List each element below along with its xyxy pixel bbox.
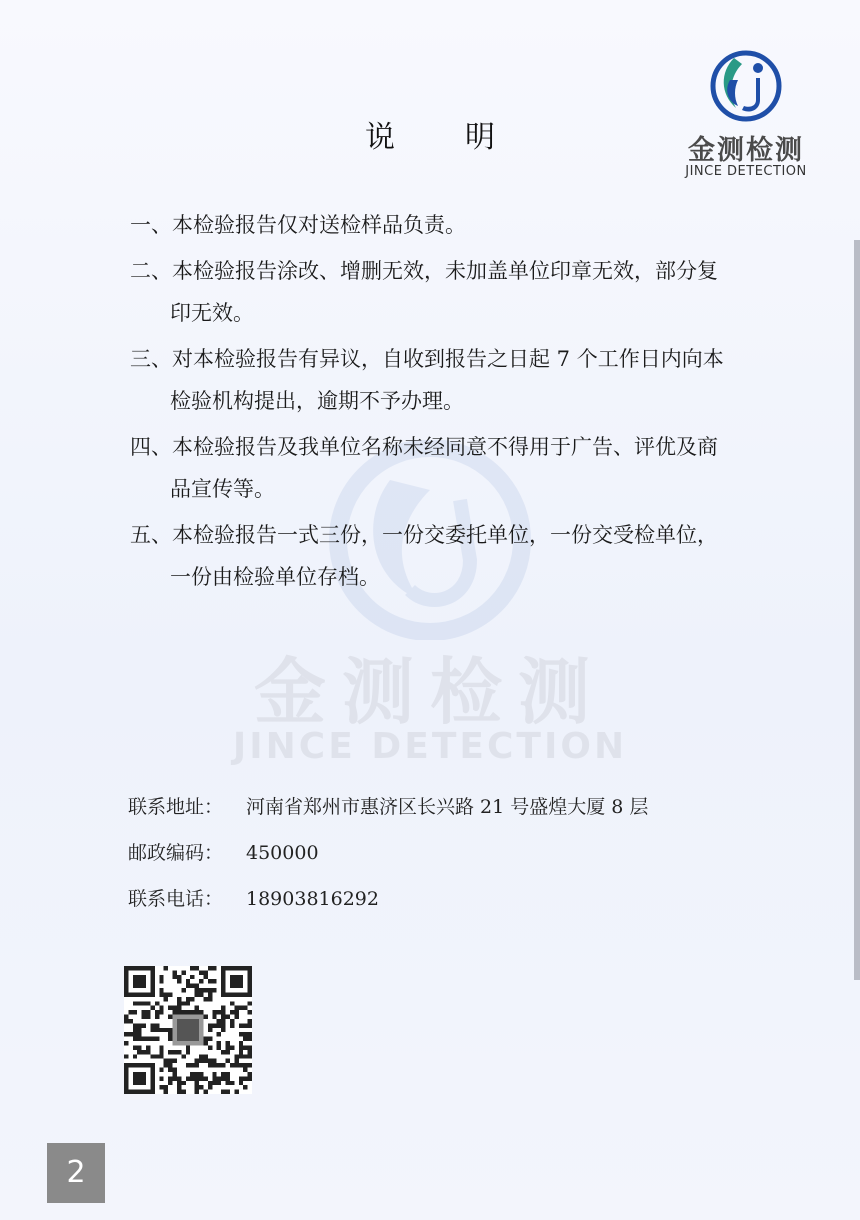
- postcode-label: 邮政编码：: [128, 842, 224, 864]
- logo-name-en: JINCE DETECTION: [685, 164, 807, 179]
- list-item: [130, 338, 730, 422]
- item-text: 本检验报告及我单位名称未经同意不得用于广告、评优及商品宣传等。: [170, 435, 718, 501]
- item-text: 对本检验报告有异议，自收到报告之日起 7 个工作日内向本检验机构提出，逾期不予办理。: [170, 347, 724, 413]
- item-number: 二、: [130, 259, 172, 283]
- contact-info: [128, 788, 648, 926]
- address-value: 河南省郑州市惠济区长兴路 21 号盛煌大厦 8 层: [246, 796, 649, 818]
- item-number: 三、: [130, 347, 172, 371]
- postcode-row: [128, 834, 648, 880]
- phone-value: 18903816292: [246, 888, 379, 910]
- logo-name-cn: 金测检测: [688, 135, 804, 166]
- watermark-text-cn: 金测检测: [253, 650, 606, 734]
- item-number: 五、: [130, 523, 172, 547]
- watermark-text-en: JINCE DETECTION: [232, 726, 628, 767]
- item-number: 四、: [130, 435, 172, 459]
- address-row: [128, 788, 648, 834]
- page-number: 2: [47, 1143, 105, 1203]
- page-title: 说明: [365, 120, 565, 155]
- list-item: [130, 250, 730, 334]
- item-text: 本检验报告涂改、增删无效，未加盖单位印章无效，部分复印无效。: [170, 259, 718, 325]
- item-number: 一、: [130, 213, 172, 237]
- list-item: [130, 204, 730, 246]
- phone-label: 联系电话：: [128, 888, 224, 910]
- item-text: 本检验报告一式三份，一份交委托单位，一份交受检单位，一份由检验单位存档。: [170, 523, 718, 589]
- address-label: 联系地址：: [128, 796, 224, 818]
- qr-code-icon[interactable]: [124, 966, 252, 1094]
- item-text: 本检验报告仅对送检样品负责。: [172, 213, 466, 237]
- postcode-value: 450000: [246, 842, 319, 864]
- phone-row: [128, 880, 648, 926]
- page-edge-shadow: [854, 240, 860, 980]
- list-item: [130, 514, 730, 598]
- terms-list: [130, 204, 730, 602]
- list-item: [130, 426, 730, 510]
